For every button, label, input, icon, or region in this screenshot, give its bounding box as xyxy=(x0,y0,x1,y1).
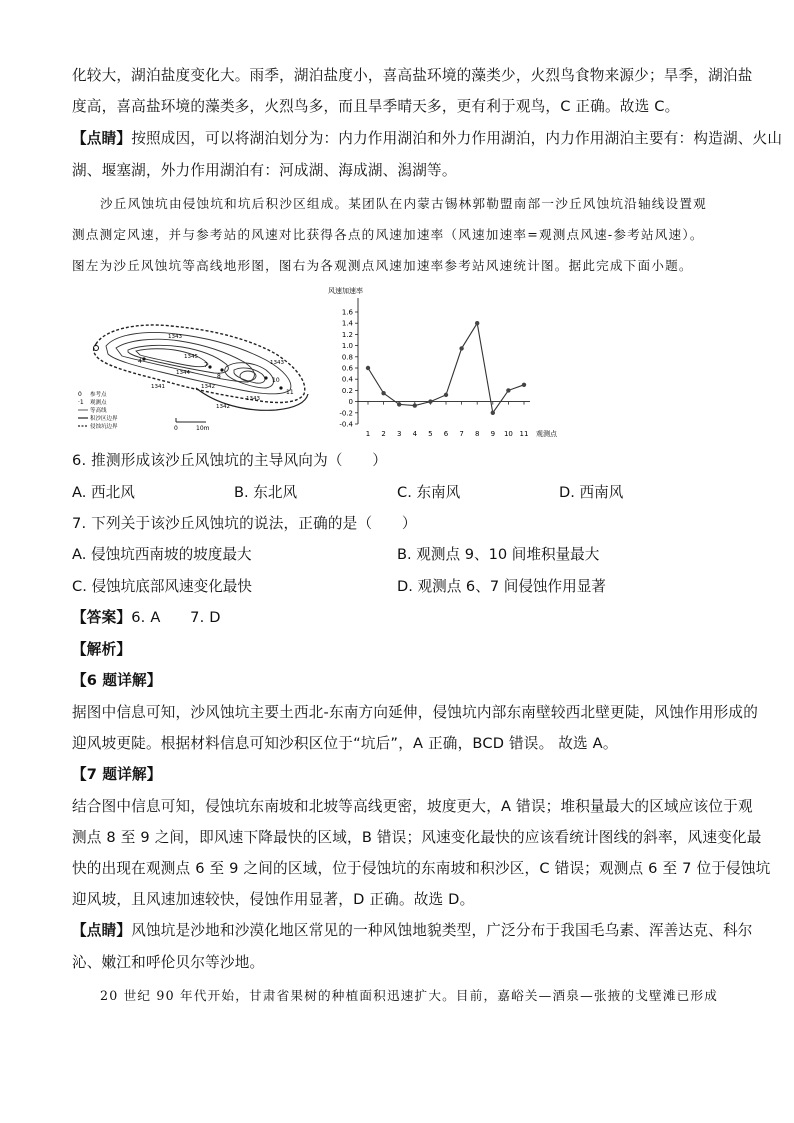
x-tick-label: 10 xyxy=(503,430,513,438)
contour-label: 1345 xyxy=(184,354,198,360)
question-7-stem: 7. 下列关于该沙丘风蚀坑的说法，正确的是（ ） xyxy=(72,515,417,532)
data-point xyxy=(459,346,463,350)
y-tick-label: -0.4 xyxy=(339,420,353,429)
scale-label: 10m xyxy=(196,425,210,432)
paragraph-line: 迎风坡，且风速加速较快，侵蚀作用显著，D 正确。故选 D。 xyxy=(72,891,475,908)
contour-line xyxy=(225,363,274,388)
analysis-label: 【解析】 xyxy=(72,641,132,658)
contour-label: 1343 xyxy=(270,360,284,366)
paragraph-line: 度高，喜高盐环境的藻类多，火烈鸟多，而且旱季晴天多，更有利于观鸟，C 正确。故选 C。 xyxy=(72,98,680,115)
x-tick-label: 5 xyxy=(428,430,433,438)
material-line: 测点测定风速，并与参考站的风速对比获得各点的风速加速率（风速加速率=观测点风速-参考站风速）。 xyxy=(72,227,704,242)
data-point xyxy=(413,403,417,407)
q6-option-b[interactable]: B. 东北风 xyxy=(234,484,298,501)
material-line: 沙丘风蚀坑由侵蚀坑和坑后积沙区组成。某团队在内蒙古锡林郭勒盟南部一沙丘风蚀坑沿轴线设置观 xyxy=(100,196,707,211)
wind-acceleration-chart xyxy=(326,282,576,442)
observation-point xyxy=(220,368,223,371)
q7-option-b[interactable]: B. 观测点 9、10 间堆积量最大 xyxy=(397,546,600,563)
contour-label: 1342 xyxy=(216,404,230,410)
y-tick-label: 1.2 xyxy=(341,330,353,339)
x-tick-label: 9 xyxy=(490,430,496,438)
q7-option-a[interactable]: A. 侵蚀坑西南坡的坡度最大 xyxy=(72,546,252,563)
point-label: 11 xyxy=(286,389,294,396)
x-tick-label: 4 xyxy=(412,430,418,438)
legend-label: 参考点 xyxy=(90,392,107,398)
tip-text: 按照成因，可以将湖泊划分为：内力作用湖泊和外力作用湖泊，内力作用湖泊主要有：构造湖、火山 xyxy=(131,130,783,147)
y-tick-label: 1.6 xyxy=(341,308,353,317)
y-tick-label: 0.6 xyxy=(341,364,353,373)
q6-option-a[interactable]: A. 西北风 xyxy=(72,484,135,501)
legend-label: 等高线 xyxy=(90,408,107,414)
data-point xyxy=(522,383,526,387)
paragraph-line: 湖、堰塞湖，外力作用湖泊有：河成湖、海成湖、潟湖等。 xyxy=(72,162,457,179)
q6-option-c[interactable]: C. 东南风 xyxy=(397,484,461,501)
tip-label: 【点睛】 xyxy=(72,922,132,939)
observation-point xyxy=(208,365,211,368)
y-axis-title: 风速加速率 xyxy=(328,287,363,295)
y-tick-label: -0.2 xyxy=(339,409,353,418)
detail-6-label: 【6 题详解】 xyxy=(72,672,162,689)
contour-label: 1343 xyxy=(168,334,182,340)
contour-line xyxy=(240,371,256,381)
x-tick-label: 3 xyxy=(396,430,402,438)
tip-paragraph xyxy=(72,129,782,149)
y-tick-label: 0.2 xyxy=(341,386,353,395)
x-tick-label: 11 xyxy=(519,430,529,438)
point-label: 8 xyxy=(217,373,221,380)
tip-label: 【点睛】 xyxy=(72,130,132,147)
answer-label: 【答案】 xyxy=(72,609,132,626)
y-tick-label: 1.4 xyxy=(341,319,353,328)
contour-label: 1341 xyxy=(151,384,165,390)
legend-mark: 0 xyxy=(78,391,82,398)
observation-point xyxy=(264,376,267,379)
answer-line xyxy=(72,608,221,628)
contour-map xyxy=(76,312,326,440)
material-line: 图左为沙丘风蚀坑等高线地形图，图右为各观测点风速加速率参考站风速统计图。据此完成下面小题。 xyxy=(72,258,693,273)
data-point xyxy=(366,366,370,370)
point-label: 4 xyxy=(138,358,142,365)
paragraph-line: 迎风坡更陡。根据材料信息可知沙积区位于“坑后”，A 正确，BCD 错误。 故选 A。 xyxy=(72,735,618,752)
x-tick-label: 8 xyxy=(474,430,480,438)
paragraph-line: 结合图中信息可知，侵蚀坑东南坡和北坡等高线更密，坡度更大，A 错误；堆积量最大的区域应该位于观 xyxy=(72,798,753,815)
series-line xyxy=(368,323,524,413)
y-tick-label: 1.0 xyxy=(341,342,353,351)
q7-option-d[interactable]: D. 观测点 6、7 间侵蚀作用显著 xyxy=(397,578,606,595)
question-6-stem: 6. 推测形成该沙丘风蚀坑的主导风向为（ ） xyxy=(72,452,388,469)
paragraph-line: 沁、嫩江和呼伦贝尔等沙地。 xyxy=(72,954,265,971)
y-tick-label: 0.4 xyxy=(341,375,353,384)
x-tick-label: 2 xyxy=(381,430,386,438)
tip-paragraph xyxy=(72,921,753,941)
point-label: 10 xyxy=(272,377,280,384)
x-tick-label: 6 xyxy=(443,430,449,438)
observation-point xyxy=(142,357,145,360)
contour-label: 1342 xyxy=(201,384,215,390)
data-point xyxy=(506,388,510,392)
legend-label: 积沙区边界 xyxy=(90,416,118,422)
x-tick-label: 1 xyxy=(365,430,371,438)
x-axis-title: 观测点 xyxy=(536,430,557,438)
legend-mark: ·1 xyxy=(78,399,84,406)
q6-option-d[interactable]: D. 西南风 xyxy=(559,484,624,501)
data-point xyxy=(397,402,401,406)
scale-label: 0 xyxy=(174,425,178,432)
detail-7-label: 【7 题详解】 xyxy=(72,766,162,783)
data-point xyxy=(444,393,448,397)
data-point xyxy=(491,411,495,415)
legend-label: 观测点 xyxy=(90,400,107,406)
paragraph-line: 快的出现在观测点 6 至 9 之间的区域，位于侵蚀坑的东南坡和积沙区，C 错误；观测点 6 至 7 位于侵蚀坑 xyxy=(72,860,771,877)
data-point xyxy=(475,321,479,325)
q7-option-c[interactable]: C. 侵蚀坑底部风速变化最快 xyxy=(72,578,253,595)
legend-label: 侵蚀坑边界 xyxy=(90,424,118,430)
data-point xyxy=(381,391,385,395)
paragraph-line: 测点 8 至 9 之间，即风速下降最快的区域，B 错误；风速变化最快的应该看统计图线的斜率，风速变化最 xyxy=(72,829,762,846)
answer-text: 6. A 7. D xyxy=(131,609,221,626)
paragraph-line: 化较大，湖泊盐度变化大。雨季，湖泊盐度小，喜高盐环境的藻类少，火烈鸟食物来源少；旱季，湖泊盐 xyxy=(72,67,753,84)
data-point xyxy=(428,399,432,403)
observation-point xyxy=(279,386,282,389)
contour-label: 1343 xyxy=(246,396,260,402)
material-line: 20 世纪 90 年代开始，甘肃省果树的种植面积迅速扩大。目前，嘉峪关—酒泉—张掖的戈壁滩已形成 xyxy=(100,988,719,1003)
y-tick-label: 0.8 xyxy=(341,353,353,362)
contour-label: 1344 xyxy=(176,370,190,376)
y-tick-label: 0 xyxy=(348,398,353,407)
tip-text: 风蚀坑是沙地和沙漠化地区常见的一种风蚀地貌类型，广泛分布于我国毛乌素、浑善达克、科尔 xyxy=(131,922,753,939)
x-tick-label: 7 xyxy=(459,430,464,438)
point-label: 7 xyxy=(204,362,208,369)
paragraph-line: 据图中信息可知，沙风蚀坑主要土西北-东南方向延伸，侵蚀坑内部东南壁较西北壁更陡，风蚀作用形成的 xyxy=(72,704,758,721)
